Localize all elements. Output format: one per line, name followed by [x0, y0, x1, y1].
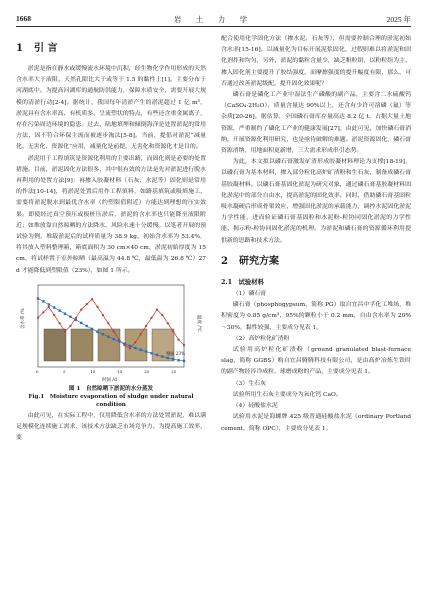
right-column: [221, 34, 411, 435]
section-1-number: 1: [16, 43, 23, 54]
moisture-point: [42, 300, 44, 302]
moisture-point: [150, 352, 152, 354]
temperature-point: [123, 344, 125, 346]
y-axis-label-left: 含水率 /%: [21, 308, 26, 329]
temperature-point: [177, 338, 179, 340]
moisture-point: [53, 306, 55, 308]
subsection-2-1-heading: 2.1 试验材料: [221, 277, 265, 286]
moisture-point: [96, 330, 98, 332]
temperature-point: [96, 306, 98, 308]
x-tick-label: 5: [63, 368, 66, 374]
x-tick-label: 15: [117, 368, 123, 374]
temperature-point: [118, 338, 120, 340]
temperature-point: [129, 347, 131, 349]
x-tick-label: 25: [171, 368, 177, 374]
temperature-point: [150, 317, 152, 319]
sample-photos: [44, 329, 174, 361]
moisture-point: [156, 354, 158, 356]
temperature-point: [172, 330, 174, 332]
moisture-point: [167, 357, 169, 359]
temperature-point: [69, 325, 71, 327]
temperature-point: [156, 308, 158, 310]
running-header: [16, 12, 411, 25]
moisture-point: [58, 309, 60, 311]
x-tick-label: 10: [90, 368, 96, 374]
moisture-point: [129, 345, 131, 347]
moisture-point: [107, 335, 109, 337]
figure-1: [16, 281, 206, 409]
temperature-point: [113, 330, 115, 332]
temperature-point: [134, 341, 136, 343]
temperature-point: [145, 325, 147, 327]
section-1-heading: [16, 42, 206, 56]
temperature-point: [42, 311, 44, 313]
moisture-point: [172, 358, 174, 360]
moisture-point: [91, 328, 93, 330]
header-rule: [16, 26, 411, 27]
temperature-point: [86, 303, 88, 305]
temperature-point: [102, 314, 104, 316]
temperature-point: [37, 317, 39, 319]
section-2-heading: [221, 255, 411, 269]
moisture-point: [69, 315, 71, 317]
moisture-point: [177, 359, 179, 361]
intro-paragraph-4: 配合使用化学固化方法（掺水泥、石灰等），但需要控制合理的淤泥初始含水率[15-16]。以减量化为目标开展泥浆固化，过假则难以将淤泥和固化剂拌和均匀，另外，淤泥的黏粒含量少，缺乏粗粒组，以粉粒组为主，掺入固化剂主要提升了胶结强度，而摩擦强度的提升幅度有限，那么，可否通过改善淤泥级配，提升固化效果呢？: [221, 36, 411, 87]
intro-paragraph-3: 由此可见，在实际工程中，仅用降低含水率的方法处置淤泥，难以满足规模化连续施工需求，该技术方法缺乏市场竞争力。为提高施工效率，要: [16, 412, 206, 442]
temperature-point: [91, 298, 93, 300]
moisture-point: [85, 325, 87, 327]
moisture-point: [102, 333, 104, 335]
moisture-point: [80, 322, 82, 324]
journal-title: 岩 土 力 学: [173, 15, 254, 24]
moisture-point: [75, 319, 77, 321]
intro-paragraph-6: 为此，本文拟以磷石膏激发矿渣形成胶凝材料理论为支撑[18-19]，以磷石膏为基本材料，掺入部分粒化高炉矿渣粉和生石灰，制备成磷石膏基胶凝材料。以磷石膏基固化淤泥为研究对象，通过磷石膏基胶凝材料固化淤泥中的部分自由水，提高淤泥的固化效率。同时，借助磷石膏基固粒吸水凝硬后形成骨架效应，增强固化淤泥的承载能力，调控水泥固化淤泥力学性能，进而验证磷石膏基固粒和水泥粉-粒协同固化淤泥的力学性能，揭示粉-粒协同固化淤泥的机理。为淤泥和磷石膏的资源循环利用提供新的思路和技术方法。: [221, 159, 411, 244]
page-number: 1668: [16, 14, 31, 23]
temperature-point: [48, 306, 50, 308]
intro-paragraph-2: 淤泥用于工程填筑是资源化利用的主要出路，而固化则是必要的处置措施。目前，淤泥固化方法很多，其中很有效的方法是先对淤泥进行脱水再利用的处置方法[9]：再掺入胶凝材料（石灰、水泥等）固化则是常用的作法[10-14]，将淤泥处置后用作工程填料，如路基填筑或吸填施工，需要将淤泥脱水到最优含水率（约塑限值附近）方能达到理想的压实效果。即使经过真空预压或板桩压淤后，淤泥的含水率也只能降至液限附近；如堆放靠自然晾晒的方法降水，风险水速十分缓慢。以笔者开展的预试验为例，堆载淤泥后的试样质量为 38.9 kg，初始含水率为 53.4%，将其放入塑料整理箱，箱底面积为 30 cm×40 cm，淤泥初始厚度为 15 cm，将试样置于室外晾晒（最高温为 44.8 ℃，最低温为 26.8 ℃）27 d 才能降低到塑限值（23%），如图 1 所示。: [16, 155, 206, 274]
material-2-text: 试验用高炉粒化矿渣粉（ground granulated blast-furnace slag，简称 GGBS）购自宜昌腾腾科技有限公司，是由高炉冶炼生铁时的副产物经淬冷成粒、球磨成粉的产品，主要成分见表 1。: [221, 347, 411, 376]
temperature-point: [183, 344, 185, 346]
moisture-point: [140, 348, 142, 350]
sample-photo: [44, 329, 66, 361]
moisture-point: [48, 303, 50, 305]
figure-1-caption-cn: 图 1 自然晾晒下淤泥的水分蒸发: [68, 385, 154, 392]
material-3-title: （3）生石灰: [232, 380, 266, 387]
moisture-point: [37, 297, 39, 299]
material-3-text: 试验所用生石灰主要成分为氧化钙 CaO。: [232, 391, 342, 398]
temperature-point: [107, 322, 109, 324]
moisture-point: [134, 347, 136, 349]
temperature-point: [140, 333, 142, 335]
moisture-point: [161, 355, 163, 357]
moisture-point: [113, 338, 115, 340]
temperature-point: [59, 322, 61, 324]
material-1-text: 磷石膏（phosphogypsum，简称 PG）取自宜昌中孚化工堆场，堆积密度为 0.85 g/cm³，95%的颗粒小于 0.2 mm，自由含水率为 20%～30%，黏性较强，主要成分见表 1。: [221, 302, 411, 331]
temperature-point: [53, 314, 55, 316]
temperature-point: [167, 322, 169, 324]
x-axis-label: 时间 /d: [102, 377, 117, 383]
y-axis-label-right: 温度 /℃: [196, 314, 201, 332]
sample-photo: [71, 329, 93, 361]
section-2-number: 2: [221, 255, 228, 267]
section-1-title: 引 言: [34, 43, 58, 54]
intro-paragraph-5: 磷石膏是磷化工产业中湿法生产磷酸的副产品，主要含二水硫酸钙（CaSO₄·2H₂O），质量含量达 90%以上，还含有少许可溶磷（氟）等杂质[20-26]。据估算，全国磷石膏库存量高达 8.2 亿 t，占据大量土地资源，严重制约了磷化工产业的健康发展[27]，由此可见，加快磷石膏消纳，开展资源化利用研究，也是亟待破解的难题。淤泥资源固化，磷石膏资源消纳，用地面积更新增，三大需求形成串引态势。: [221, 92, 411, 155]
plastic-limit-annotation: 塑限 23%: [166, 350, 186, 356]
moisture-point: [183, 360, 185, 362]
evaporation-chart: [16, 281, 206, 385]
x-tick-label: 0: [36, 368, 39, 374]
material-1-title: （1）磷石膏: [232, 291, 266, 298]
left-column: [16, 34, 206, 444]
temperature-point: [80, 308, 82, 310]
material-4-text: 试验用水泥是海螺牌 425 级普通硅酸盐水泥（ordinary Portland cement，简称 OPC），主要成分见表 1。: [221, 414, 411, 432]
intro-paragraph-1: 淤泥是指在静水或缓慢流水环境中沉积，经生物化学作用形成的天然含水率大于液限、天然孔隙比大于或等于 1.5 的黏性土[1]，主要分布于河湖底中。为提高河湖库的通航防洪能力，保障水质安全，需要开展大规模的清淤行动[2-4]。据统计，我国每年清淤产生的淤泥超过 1 亿 m³，淤泥具有含水率高、有机质多、呈流塑状的特点，有些还含重金属离子，存在污染周边环境的隐患。过去，陆地填埋和倾倒海洋是处置淤泥的常用方法，因不符合环保主流而被逐步淘汰[5-8]。当前，提倡对淤泥“减量化、无害化、资源化”应用，减量化是前提，无害化和资源化才是目的。: [16, 66, 206, 151]
moisture-point: [64, 312, 66, 314]
x-tick-label: 20: [144, 368, 150, 374]
figure-1-caption-en: Fig.1 Moisture evaporation of sludge under natural condition: [28, 393, 194, 408]
section-2-title: 研究方案: [239, 255, 279, 267]
temperature-point: [161, 314, 163, 316]
material-4-title: （4）硅酸盐水泥: [232, 403, 278, 410]
material-2-title: （2）高炉粒化矿渣粉: [232, 335, 290, 342]
moisture-point: [145, 350, 147, 352]
temperature-point: [75, 317, 77, 319]
temperature-point: [64, 330, 66, 332]
journal-year: 2025 年: [386, 15, 411, 24]
